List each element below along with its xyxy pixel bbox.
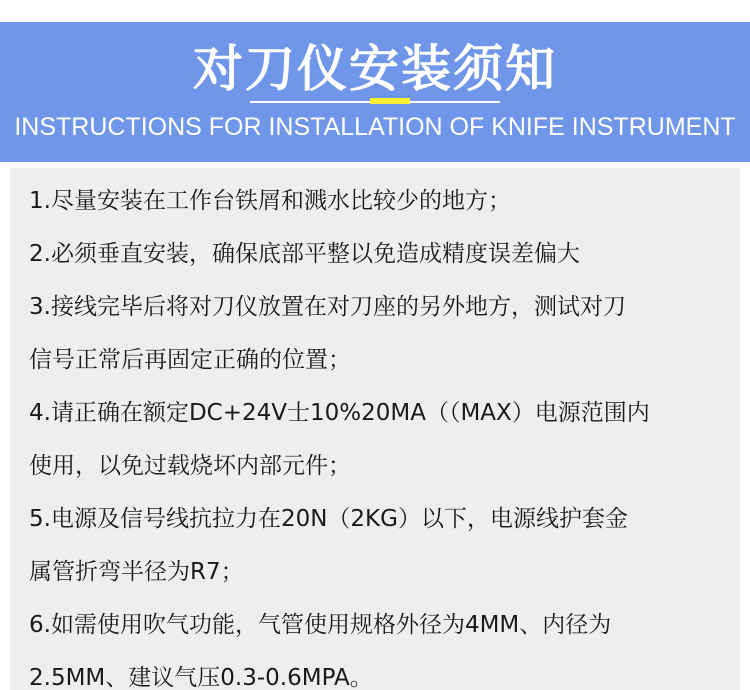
instruction-line: 1.尽量安装在工作台铁屑和溅水比较少的地方； (29, 188, 511, 214)
instruction-line: 属管折弯半径为R7； (29, 559, 244, 585)
instructions-panel (10, 168, 740, 690)
page-subtitle: INSTRUCTIONS FOR INSTALLATION OF KNIFE INSTRUMENT (14, 113, 736, 141)
instruction-line: 使用，以免过载烧坏内部元件； (29, 453, 351, 479)
title-divider-accent (370, 98, 410, 104)
instruction-line: 2.必须垂直安装，确保底部平整以免造成精度误差偏大 (29, 241, 580, 267)
header-banner (0, 22, 750, 162)
instruction-line: 5.电源及信号线抗拉力在20N（2KG）以下，电源线护套金 (29, 506, 628, 532)
instruction-line: 信号正常后再固定正确的位置； (29, 347, 351, 373)
page-title: 对刀仪安装须知 (193, 40, 557, 98)
instruction-line: 3.接线完毕后将对刀仪放置在对刀座的另外地方，测试对刀 (29, 294, 626, 320)
instruction-line: 6.如需使用吹气功能，气管使用规格外径为4MM、内径为 (29, 612, 612, 638)
instruction-line: 2.5MM、建议气压0.3-0.6MPA。 (29, 665, 373, 690)
instruction-line: 4.请正确在额定DC+24V士10%20MA（（MAX）电源范围内 (29, 400, 650, 426)
